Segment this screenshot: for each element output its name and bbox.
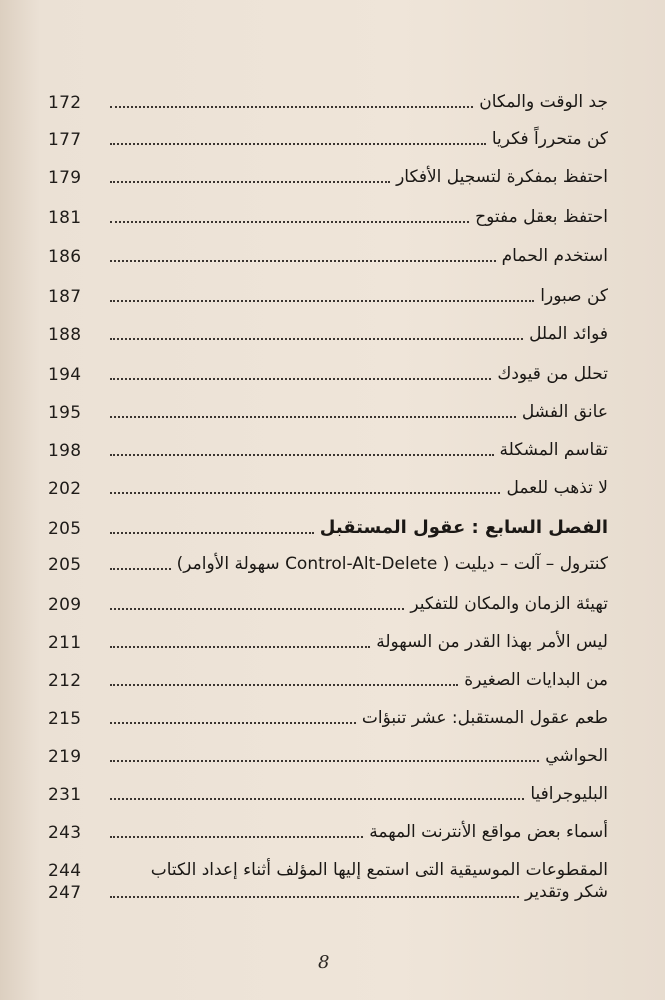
dot-leader [110, 106, 473, 108]
dot-leader [110, 684, 458, 686]
toc-entry [48, 704, 608, 730]
toc-entry-title: طعم عقول المستقبل: عشر تنبؤات [361, 708, 608, 728]
toc-entry [48, 514, 608, 540]
toc-entry [48, 398, 608, 424]
dot-leader [110, 608, 404, 610]
dot-leader [110, 492, 500, 494]
toc-entry [48, 242, 608, 268]
toc-entry [48, 666, 608, 692]
toc-page-number: 215 [48, 709, 82, 729]
dot-leader [110, 338, 523, 340]
toc-entry-title: احتفظ بمفكرة لتسجيل الأفكار [396, 167, 608, 187]
dot-leader [110, 798, 524, 800]
dot-leader [110, 181, 390, 183]
toc-page-number: 211 [48, 633, 82, 653]
toc-entry [48, 550, 608, 576]
dot-leader [110, 416, 516, 418]
dot-leader [110, 836, 363, 838]
toc-page-number: 186 [48, 247, 82, 267]
toc-entry-title: المقطوعات الموسيقية التى استمع إليها المؤلف أثناء إعداد الكتاب [150, 860, 608, 880]
toc-page-number: 219 [48, 747, 82, 767]
toc-entry-title: تهيئة الزمان والمكان للتفكير [410, 594, 608, 614]
toc-entry-title: شكر وتقدير [525, 882, 608, 902]
toc-page-number: 205 [48, 555, 82, 575]
dot-leader [110, 896, 519, 898]
toc-entry-title: البليوجرافيا [530, 784, 608, 804]
toc-page-number: 195 [48, 403, 82, 423]
dot-leader [110, 143, 486, 145]
toc-entry-title: كنترول – آلت – ديليت ( Control-Alt-Delete سهولة الأوامر) [176, 554, 608, 574]
toc-page-number: 172 [48, 93, 82, 113]
toc-page-number: 247 [48, 883, 82, 903]
dot-leader [110, 722, 356, 724]
toc-entry [48, 628, 608, 654]
toc-entry-title: جد الوقت والمكان [479, 92, 608, 112]
toc-entry-title: فوائد الملل [529, 324, 608, 344]
dot-leader [110, 300, 534, 302]
dot-leader [110, 260, 496, 262]
toc-entry-title: ليس الأمر بهذا القدر من السهولة [376, 632, 608, 652]
toc-entry-title: الحواشي [545, 746, 608, 766]
toc-entry-title: أسماء بعض مواقع الأنترنت المهمة [369, 822, 608, 842]
toc-entry [48, 780, 608, 806]
toc-entry-title: لا تذهب للعمل [506, 478, 608, 498]
toc-entry [48, 474, 608, 500]
dot-leader [110, 568, 171, 570]
toc-entry [48, 88, 608, 114]
toc-page-number: 209 [48, 595, 82, 615]
chapter-heading: الفصل السابع : عقول المستقبل [319, 517, 608, 538]
page-number: 8 [318, 952, 330, 973]
toc-entry-title: تحلل من قيودك [497, 364, 608, 384]
toc-entry [48, 163, 608, 189]
toc-page-number: 212 [48, 671, 82, 691]
dot-leader [110, 760, 539, 762]
dot-leader [110, 646, 370, 648]
toc-page-number: 231 [48, 785, 82, 805]
toc-page-number: 179 [48, 168, 82, 188]
toc-page-number: 243 [48, 823, 82, 843]
toc-entry-title: عانق الفشل [521, 402, 608, 422]
toc-entry-title: تقاسم المشكلة [499, 440, 608, 460]
toc-entry [48, 360, 608, 386]
dot-leader [110, 378, 491, 380]
dot-leader [110, 221, 469, 223]
toc-page-number: 198 [48, 441, 82, 461]
toc-page-number: 202 [48, 479, 82, 499]
toc-page-number: 181 [48, 208, 82, 228]
toc-page-number: 177 [48, 130, 82, 150]
dot-leader [110, 454, 494, 456]
toc-entry-title: استخدم الحمام [501, 246, 608, 266]
toc-entry [48, 878, 608, 904]
toc-entry-title: احتفظ بعقل مفتوح [475, 207, 608, 227]
toc-page-number: 188 [48, 325, 82, 345]
toc-entry [48, 125, 608, 151]
toc-entry [48, 320, 608, 346]
toc-entry [48, 203, 608, 229]
toc-entry [48, 436, 608, 462]
toc-entry-title: من البدايات الصغيرة [464, 670, 608, 690]
toc-entry-title: كن متحرراً فكريا [491, 129, 608, 149]
toc-entry [48, 590, 608, 616]
toc-page-number: 187 [48, 287, 82, 307]
toc-entry [48, 818, 608, 844]
toc-page-number: 194 [48, 365, 82, 385]
dot-leader [110, 532, 314, 534]
toc-page-number: 205 [48, 519, 82, 539]
toc-entry [48, 282, 608, 308]
toc-entry-title: كن صبورا [540, 286, 608, 306]
toc-page-number: 244 [48, 861, 82, 881]
toc-entry [48, 742, 608, 768]
